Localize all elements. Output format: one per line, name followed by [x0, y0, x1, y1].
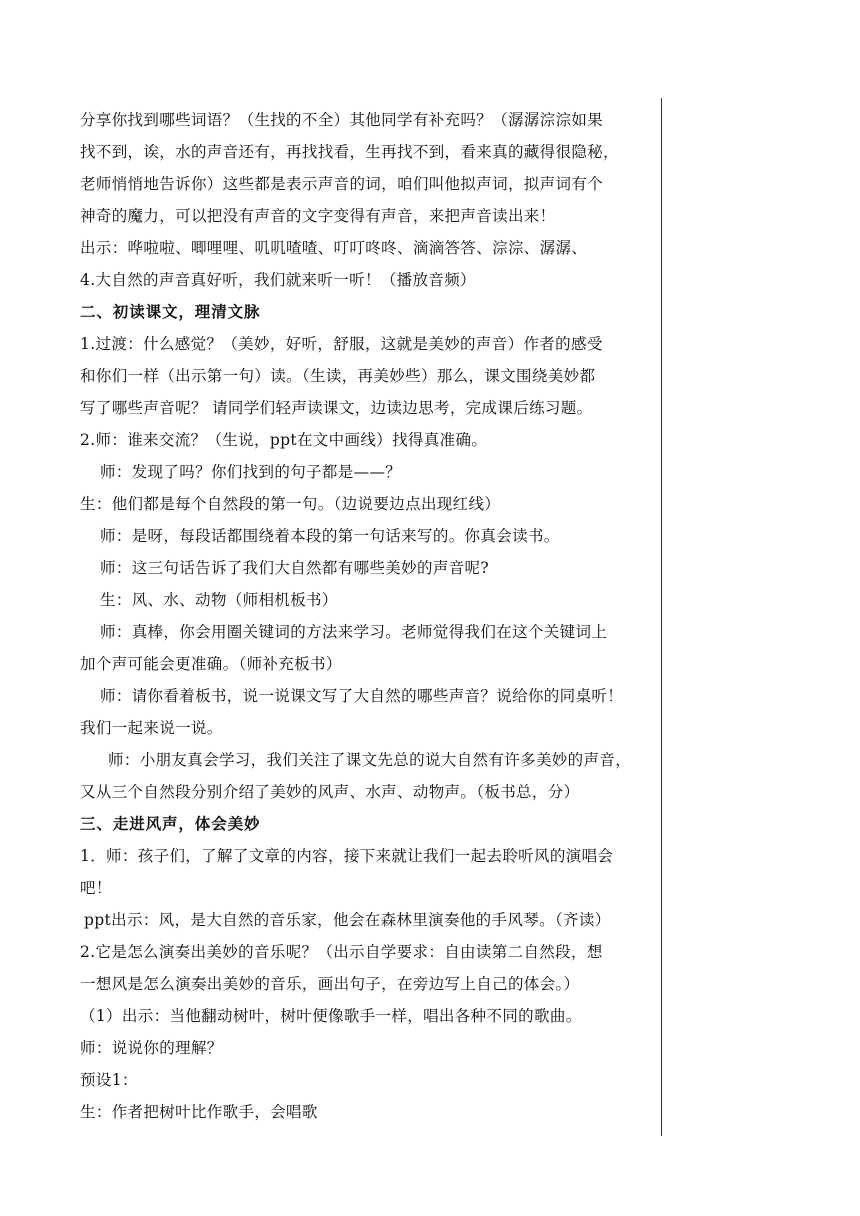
- text-line: 分享你找到哪些词语？（生找的不全）其他同学有补充吗？（潺潺淙淙如果: [80, 111, 604, 129]
- text-line: ppt出示：风，是大自然的音乐家，他会在森林里演奏他的手风琴。（齐读）: [84, 911, 611, 929]
- text-line: 加个声可能会更准确。（师补充板书）: [80, 655, 342, 673]
- text-line: 师：真棒，你会用圈关键词的方法来学习。老师觉得我们在这个关键词上: [100, 623, 608, 641]
- text-line: 找不到，诶，水的声音还有，再找找看，生再找不到，看来真的藏得很隐秘，: [80, 143, 619, 161]
- text-line: 师：是呀，每段话都围绕着本段的第一句话来写的。你真会读书。: [100, 527, 560, 545]
- text-line: 我们一起来说一说。: [80, 719, 223, 737]
- text-line: 和你们一样（出示第一句）读。（生读，再美妙些）那么，课文围绕美妙都: [80, 367, 596, 385]
- text-line: 老师悄悄地告诉你）这些都是表示声音的词，咱们叫他拟声词，拟声词有个: [80, 175, 604, 193]
- table-right-border: [661, 98, 662, 1136]
- text-line: 师：发现了吗？你们找到的句子都是——？: [100, 463, 402, 481]
- text-line: 2.它是怎么演奏出美妙的音乐呢？（出示自学要求：自由读第二自然段，想: [80, 943, 603, 961]
- text-line: 出示：哗啦啦、唧哩哩、叽叽喳喳、叮叮咚咚、滴滴答答、淙淙、潺潺、: [80, 239, 588, 257]
- text-line: （1）出示：当他翻动树叶，树叶便像歌手一样，唱出各种不同的歌曲。: [80, 1007, 582, 1025]
- text-line: 写了哪些声音呢？ 请同学们轻声读课文，边读边思考，完成课后练习题。: [80, 399, 593, 417]
- text-line: 一想风是怎么演奏出美妙的音乐，画出句子，在旁边写上自己的体会。）: [80, 975, 580, 993]
- text-line: 预设1：: [80, 1071, 138, 1089]
- text-line: 生：风、水、动物（师相机板书）: [100, 591, 338, 609]
- text-line: 1．师：孩子们，了解了文章的内容，接下来就让我们一起去聆听风的演唱会: [80, 847, 614, 865]
- text-line: 师：小朋友真会学习，我们关注了课文先总的说大自然有许多美妙的声音，: [108, 751, 632, 769]
- text-line: 生：他们都是每个自然段的第一句。（边说要边点出现红线）: [80, 495, 501, 513]
- text-line: 吧！: [80, 879, 112, 897]
- text-line: 1.过渡：什么感觉？（美妙，好听，舒服，这就是美妙的声音）作者的感受: [80, 335, 603, 353]
- text-line: 师：这三句话告诉了我们大自然都有哪些美妙的声音呢?: [100, 559, 490, 577]
- text-line: 4.大自然的声音真好听，我们就来听一听！（播放音频）: [80, 271, 476, 289]
- text-line: 生：作者把树叶比作歌手，会唱歌: [80, 1103, 318, 1121]
- lesson-plan-text: [80, 104, 658, 1128]
- text-line: 师：请你看着板书，说一说课文写了大自然的哪些声音？说给你的同桌听！: [100, 687, 624, 705]
- text-line: 2.师：谁来交流？（生说，ppt在文中画线）找得真准确。: [80, 431, 488, 449]
- text-line: 师：说说你的理解？: [80, 1039, 223, 1057]
- section-heading: 二、初读课文，理清文脉: [80, 303, 261, 321]
- text-line: 神奇的魔力，可以把没有声音的文字变得有声音，来把声音读出来！: [80, 207, 556, 225]
- section-heading: 三、走进风声，体会美妙: [80, 815, 261, 833]
- text-line: 又从三个自然段分别介绍了美妙的风声、水声、动物声。（板书总，分）: [80, 783, 580, 801]
